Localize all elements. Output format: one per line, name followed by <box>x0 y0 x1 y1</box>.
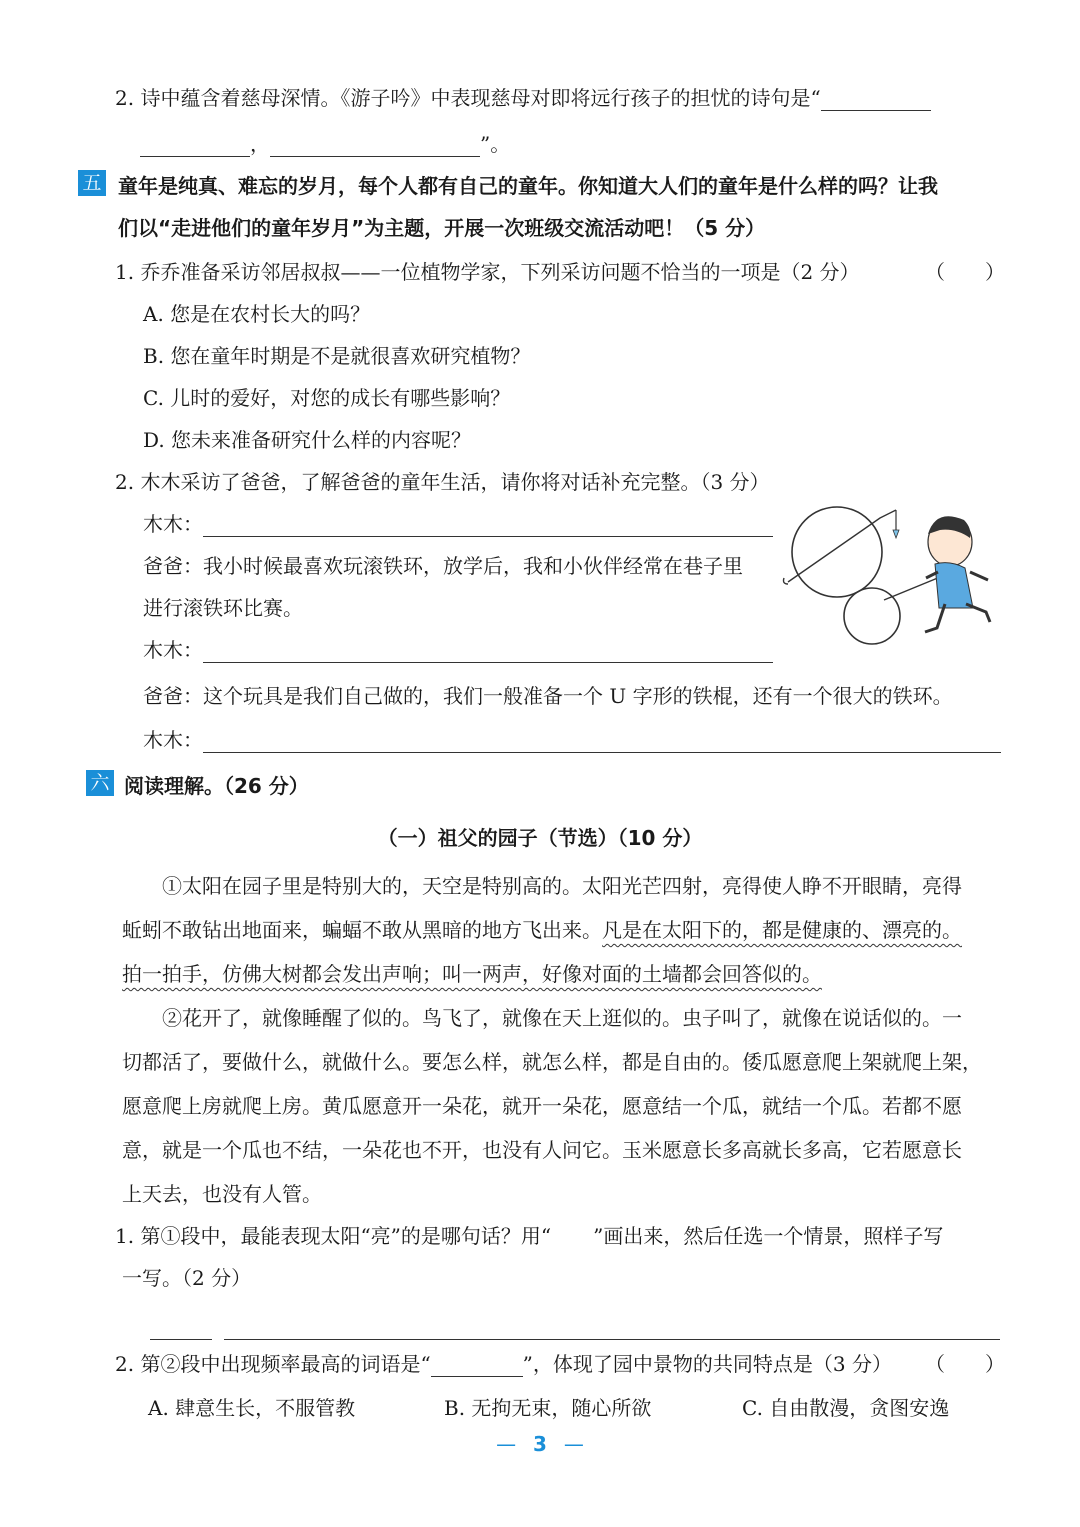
section5-intro: 们以“走进他们的童年岁月”为主题，开展一次班级交流活动吧！（5 分） <box>118 216 766 240</box>
option-a[interactable]: A. 肆意生长，不服管教 <box>148 1396 356 1420</box>
answer-blank[interactable] <box>140 155 250 157</box>
page-number: 3 <box>533 1432 547 1456</box>
answer-blank[interactable] <box>431 1375 523 1377</box>
passage-paragraph-1: ①太阳在园子里是特别大的，天空是特别高的。太阳光芒四射，亮得使人睁不开眼睛，亮得 <box>162 874 962 898</box>
dialogue-dad-1: 进行滚铁环比赛。 <box>143 596 303 620</box>
option-b[interactable]: B. 无拘无束，随心所欲 <box>444 1396 652 1420</box>
option-a[interactable]: A. 您是在农村长大的吗？ <box>143 302 371 326</box>
answer-blank[interactable] <box>203 661 773 663</box>
wavy-underlined-sentence: 拍一拍手，仿佛大树都会发出声响；叫一两声，好像对面的土墙都会回答似的。 <box>122 962 822 986</box>
answer-bracket[interactable]: （ ） <box>925 1352 1005 1376</box>
q6-2-stem: 2. 第②段中出现频率最高的词语是“ ”，体现了园中景物的共同特点是（3 分） <box>115 1352 892 1376</box>
passage-paragraph-2: ②花开了，就像睡醒了似的。鸟飞了，就像在天上逛似的。虫子叫了，就像在说话似的。一 <box>162 1006 962 1030</box>
wavy-underlined-sentence: 凡是在太阳下的，都是健康的、漂亮的。 <box>602 918 962 942</box>
q6-1-stem: 1. 第①段中，最能表现太阳“亮”的是哪句话？用“ ”画出来，然后任选一个情景，照样子写 <box>115 1224 944 1248</box>
dialogue-dad-1: 爸爸：我小时候最喜欢玩滚铁环，放学后，我和小伙伴经常在巷子里 <box>143 554 743 578</box>
answer-blank[interactable] <box>203 751 1001 753</box>
answer-blank[interactable] <box>224 1338 1000 1340</box>
passage-paragraph-2: 切都活了，要做什么，就做什么。要怎么样，就怎么样，都是自由的。倭瓜愿意爬上架就爬上架， <box>122 1050 982 1074</box>
option-b[interactable]: B. 您在童年时期是不是就很喜欢研究植物？ <box>143 344 531 368</box>
passage-paragraph-2: 上天去，也没有人管。 <box>122 1182 322 1206</box>
answer-blank[interactable] <box>821 109 931 111</box>
answer-blank[interactable] <box>203 535 773 537</box>
option-c[interactable]: C. 儿时的爱好，对您的成长有哪些影响？ <box>143 386 511 410</box>
option-d[interactable]: D. 您未来准备研究什么样的内容呢？ <box>143 428 472 452</box>
passage-paragraph-2: 愿意爬上房就爬上房。黄瓜愿意开一朵花，就开一朵花，愿意结一个瓜，就结一个瓜。若都不愿 <box>122 1094 962 1118</box>
passage-paragraph-2: 意，就是一个瓜也不结，一朵花也不开，也没有人问它。玉米愿意长多高就长多高，它若愿意长 <box>122 1138 962 1162</box>
passage-title: （一）祖父的园子（节选）（10 分） <box>377 826 703 850</box>
page-number-footer: — 3 — <box>496 1432 584 1456</box>
section5-intro: 童年是纯真、难忘的岁月，每个人都有自己的童年。你知道大人们的童年是什么样的吗？让我 <box>118 174 938 198</box>
answer-blank-row <box>150 1316 1000 1340</box>
answer-blank[interactable] <box>270 155 480 157</box>
dialogue-mumu-2: 木木： <box>143 634 773 663</box>
wavy-line-sample <box>551 1224 593 1248</box>
hoop-rolling-boy-illustration <box>780 500 1010 645</box>
q6-1-stem: 一写。（2 分） <box>122 1266 252 1290</box>
section6-title: 阅读理解。（26 分） <box>124 774 309 798</box>
q4-item2: 2. 诗中蕴含着慈母深情。《游子吟》中表现慈母对即将远行孩子的担忧的诗句是“ <box>115 82 931 111</box>
q5-2-stem: 2. 木木采访了爸爸，了解爸爸的童年生活，请你将对话补充完整。（3 分） <box>115 470 770 494</box>
dialogue-mumu-1: 木木： <box>143 508 773 537</box>
passage-paragraph-1: 蚯蚓不敢钻出地面来，蝙蝠不敢从黑暗的地方飞出来。凡是在太阳下的，都是健康的、漂亮的。 <box>122 918 962 942</box>
dialogue-mumu-3: 木木： <box>143 724 1001 753</box>
q5-1-stem: 1. 乔乔准备采访邻居叔叔——一位植物学家，下列采访问题不恰当的一项是（2 分） <box>115 260 860 284</box>
dialogue-dad-2: 爸爸：这个玩具是我们自己做的，我们一般准备一个 U 字形的铁棍，还有一个很大的铁环。 <box>143 684 953 708</box>
option-c[interactable]: C. 自由散漫，贪图安逸 <box>742 1396 950 1420</box>
section-badge-5: 五 <box>78 170 106 196</box>
answer-blank[interactable] <box>150 1338 212 1340</box>
section-badge-6: 六 <box>86 770 114 796</box>
q4-item2-blanks: ， ”。 <box>140 128 510 157</box>
answer-bracket[interactable]: （ ） <box>925 260 1005 284</box>
